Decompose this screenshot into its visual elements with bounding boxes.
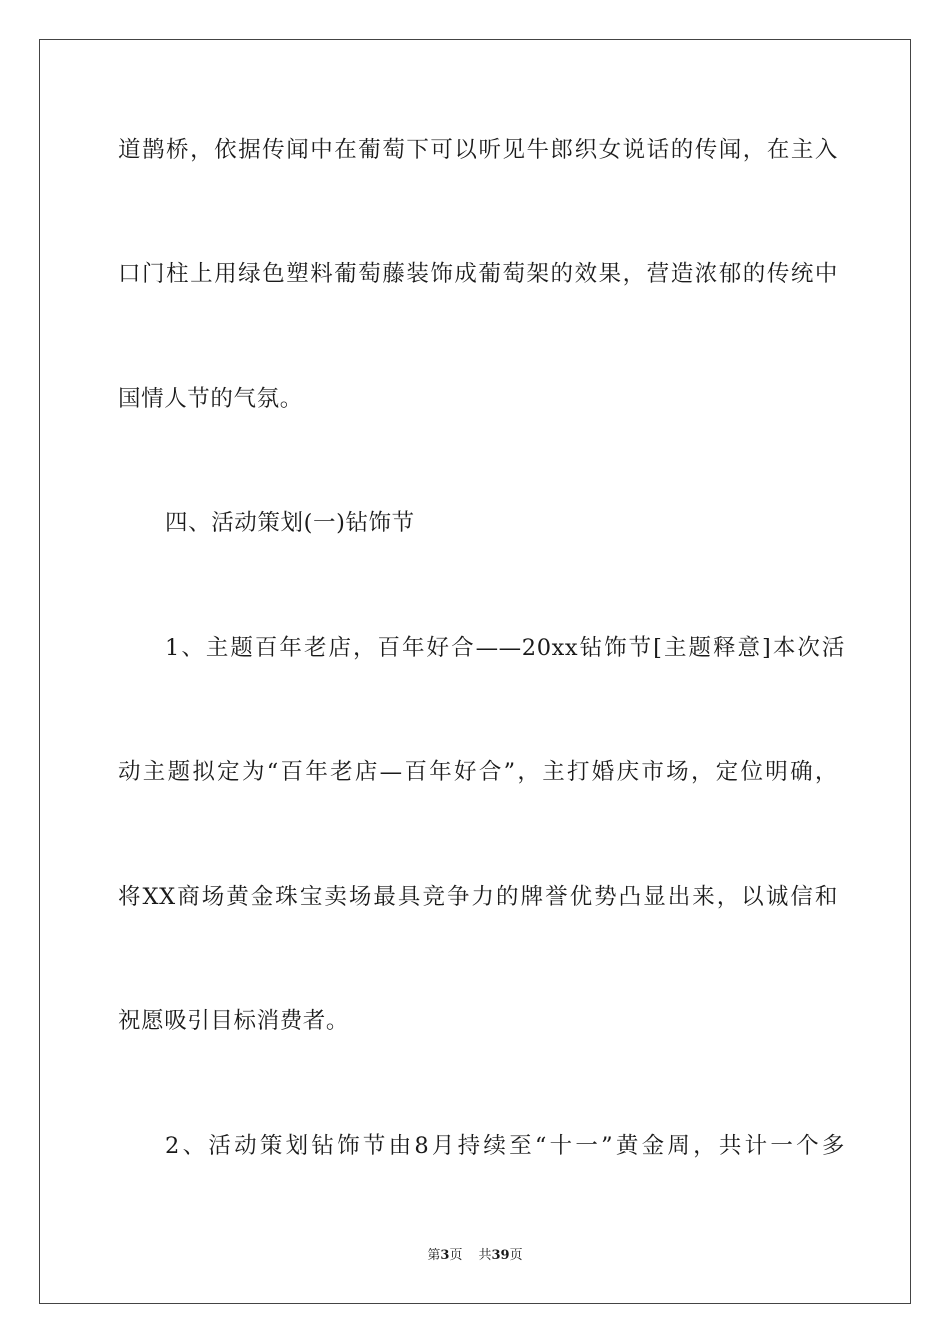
footer-total-suffix: 页: [509, 1248, 523, 1263]
body-text-line: 口门柱上用绿色塑料葡萄藤装饰成葡萄架的效果，营造浓郁的传统中: [118, 261, 838, 287]
body-text-line: 将XX商场黄金珠宝卖场最具竞争力的牌誉优势凸显出来，以诚信和: [118, 884, 838, 910]
body-text-line: 2、活动策划钻饰节由8月持续至“十一”黄金周，共计一个多: [165, 1133, 845, 1159]
section-heading: 四、活动策划(一)钻饰节: [165, 510, 415, 536]
page-footer: [0, 1247, 950, 1265]
page-frame: [39, 39, 911, 1304]
footer-page-number: 3: [440, 1248, 450, 1263]
body-text-line: 动主题拟定为“百年老店—百年好合”，主打婚庆市场，定位明确，: [118, 759, 838, 785]
body-text-line: 道鹊桥，依据传闻中在葡萄下可以听见牛郎织女说话的传闻，在主入: [118, 137, 838, 163]
footer-page-suffix: 页: [449, 1248, 463, 1263]
footer-page-prefix: 第: [427, 1248, 441, 1263]
body-text-line: 祝愿吸引目标消费者。: [118, 1008, 350, 1034]
footer-total-prefix: 共: [478, 1248, 492, 1263]
body-text-line: 1、主题百年老店，百年好合——20xx钻饰节[主题释意]本次活: [165, 635, 845, 661]
body-text-line: 国情人节的气氛。: [118, 386, 303, 412]
footer-total-pages: 39: [491, 1248, 510, 1263]
